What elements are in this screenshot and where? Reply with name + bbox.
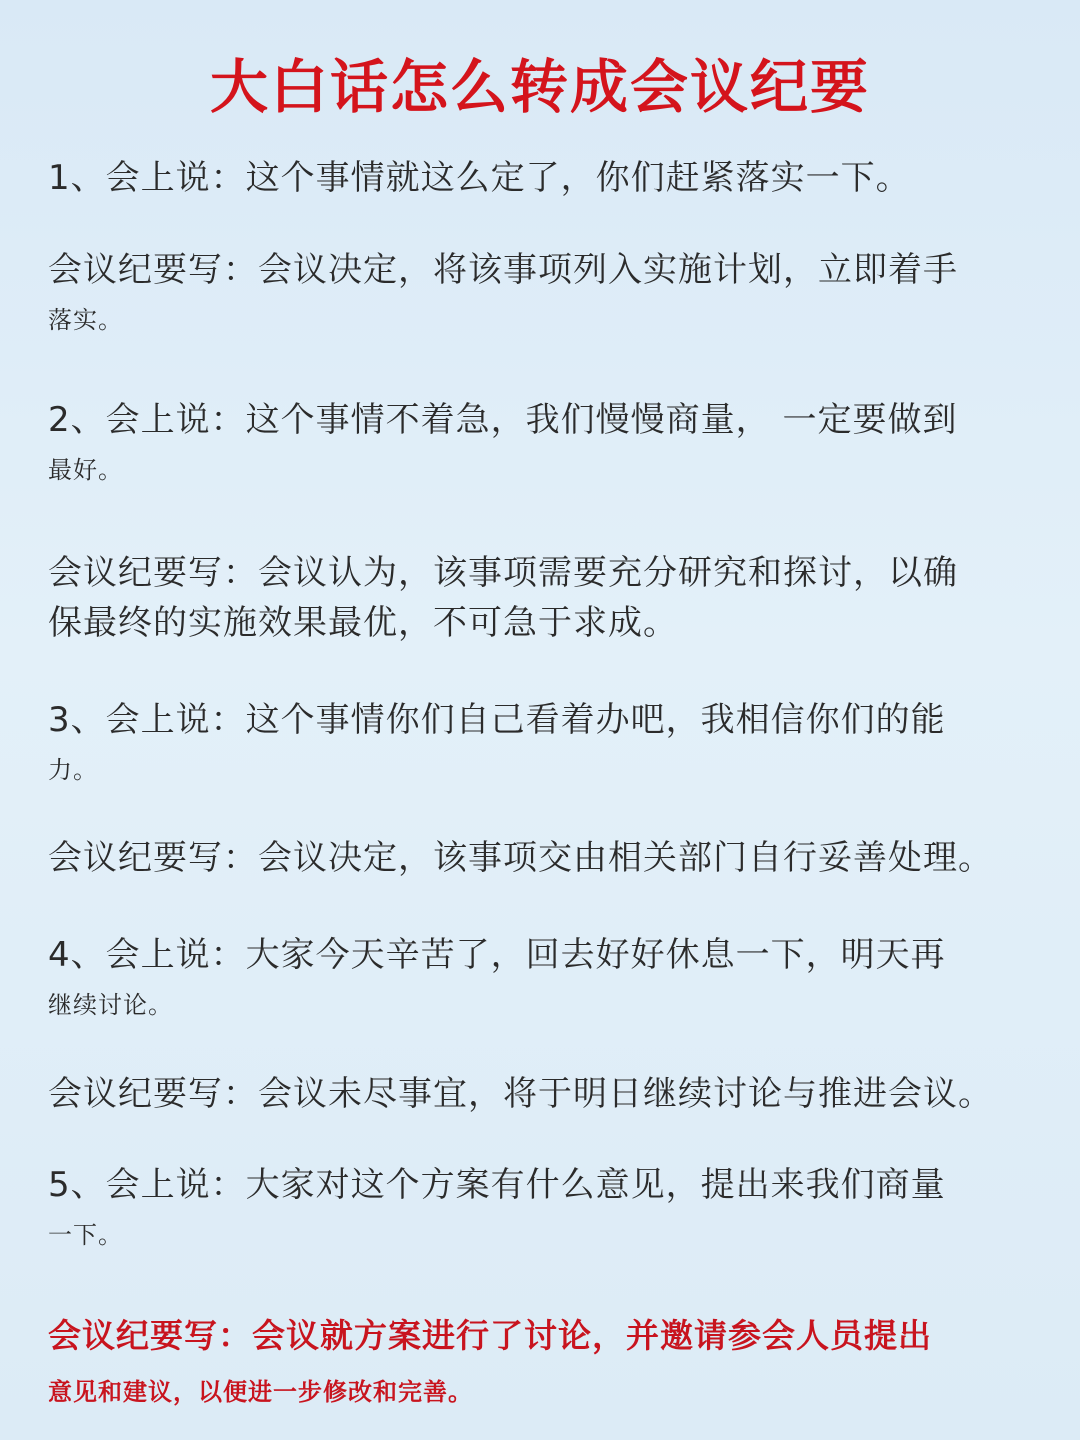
item-2-minutes-line-2: 保最终的实施效果最优，不可急于求成。 (48, 603, 678, 643)
item-1-minutes-line-1: 会议纪要写：会议决定，将该事项列入实施计划，立即着手 (48, 250, 958, 290)
item-4-said-line-2: 继续讨论。 (48, 991, 173, 1019)
item-5-minutes-line-1: 会议纪要写：会议就方案进行了讨论，并邀请参会人员提出 (48, 1316, 932, 1355)
item-4-minutes-line-1: 会议纪要写：会议未尽事宜，将于明日继续讨论与推进会议。 (48, 1074, 993, 1114)
item-1-minutes-line-2: 落实。 (48, 306, 123, 334)
item-3-said-line-1: 3、会上说：这个事情你们自己看着办吧，我相信你们的能 (48, 700, 946, 740)
item-5-said-line-1: 5、会上说：大家对这个方案有什么意见，提出来我们商量 (48, 1165, 946, 1205)
item-3-minutes-line-1: 会议纪要写：会议决定，该事项交由相关部门自行妥善处理。 (48, 838, 993, 878)
item-5-minutes-line-2: 意见和建议，以便进一步修改和完善。 (48, 1378, 473, 1406)
item-5-said-line-2: 一下。 (48, 1221, 123, 1249)
item-4-said-line-1: 4、会上说：大家今天辛苦了，回去好好休息一下，明天再 (48, 935, 946, 975)
item-3-said-line-2: 力。 (48, 756, 98, 784)
page-title: 大白话怎么转成会议纪要 (209, 53, 870, 121)
item-2-said-line-2: 最好。 (48, 456, 123, 484)
item-2-minutes-line-1: 会议纪要写：会议认为，该事项需要充分研究和探讨，以确 (48, 553, 958, 593)
item-2-said-line-1: 2、会上说：这个事情不着急，我们慢慢商量， 一定要做到 (48, 400, 958, 440)
item-1-said-line-1: 1、会上说：这个事情就这么定了，你们赶紧落实一下。 (48, 158, 911, 198)
